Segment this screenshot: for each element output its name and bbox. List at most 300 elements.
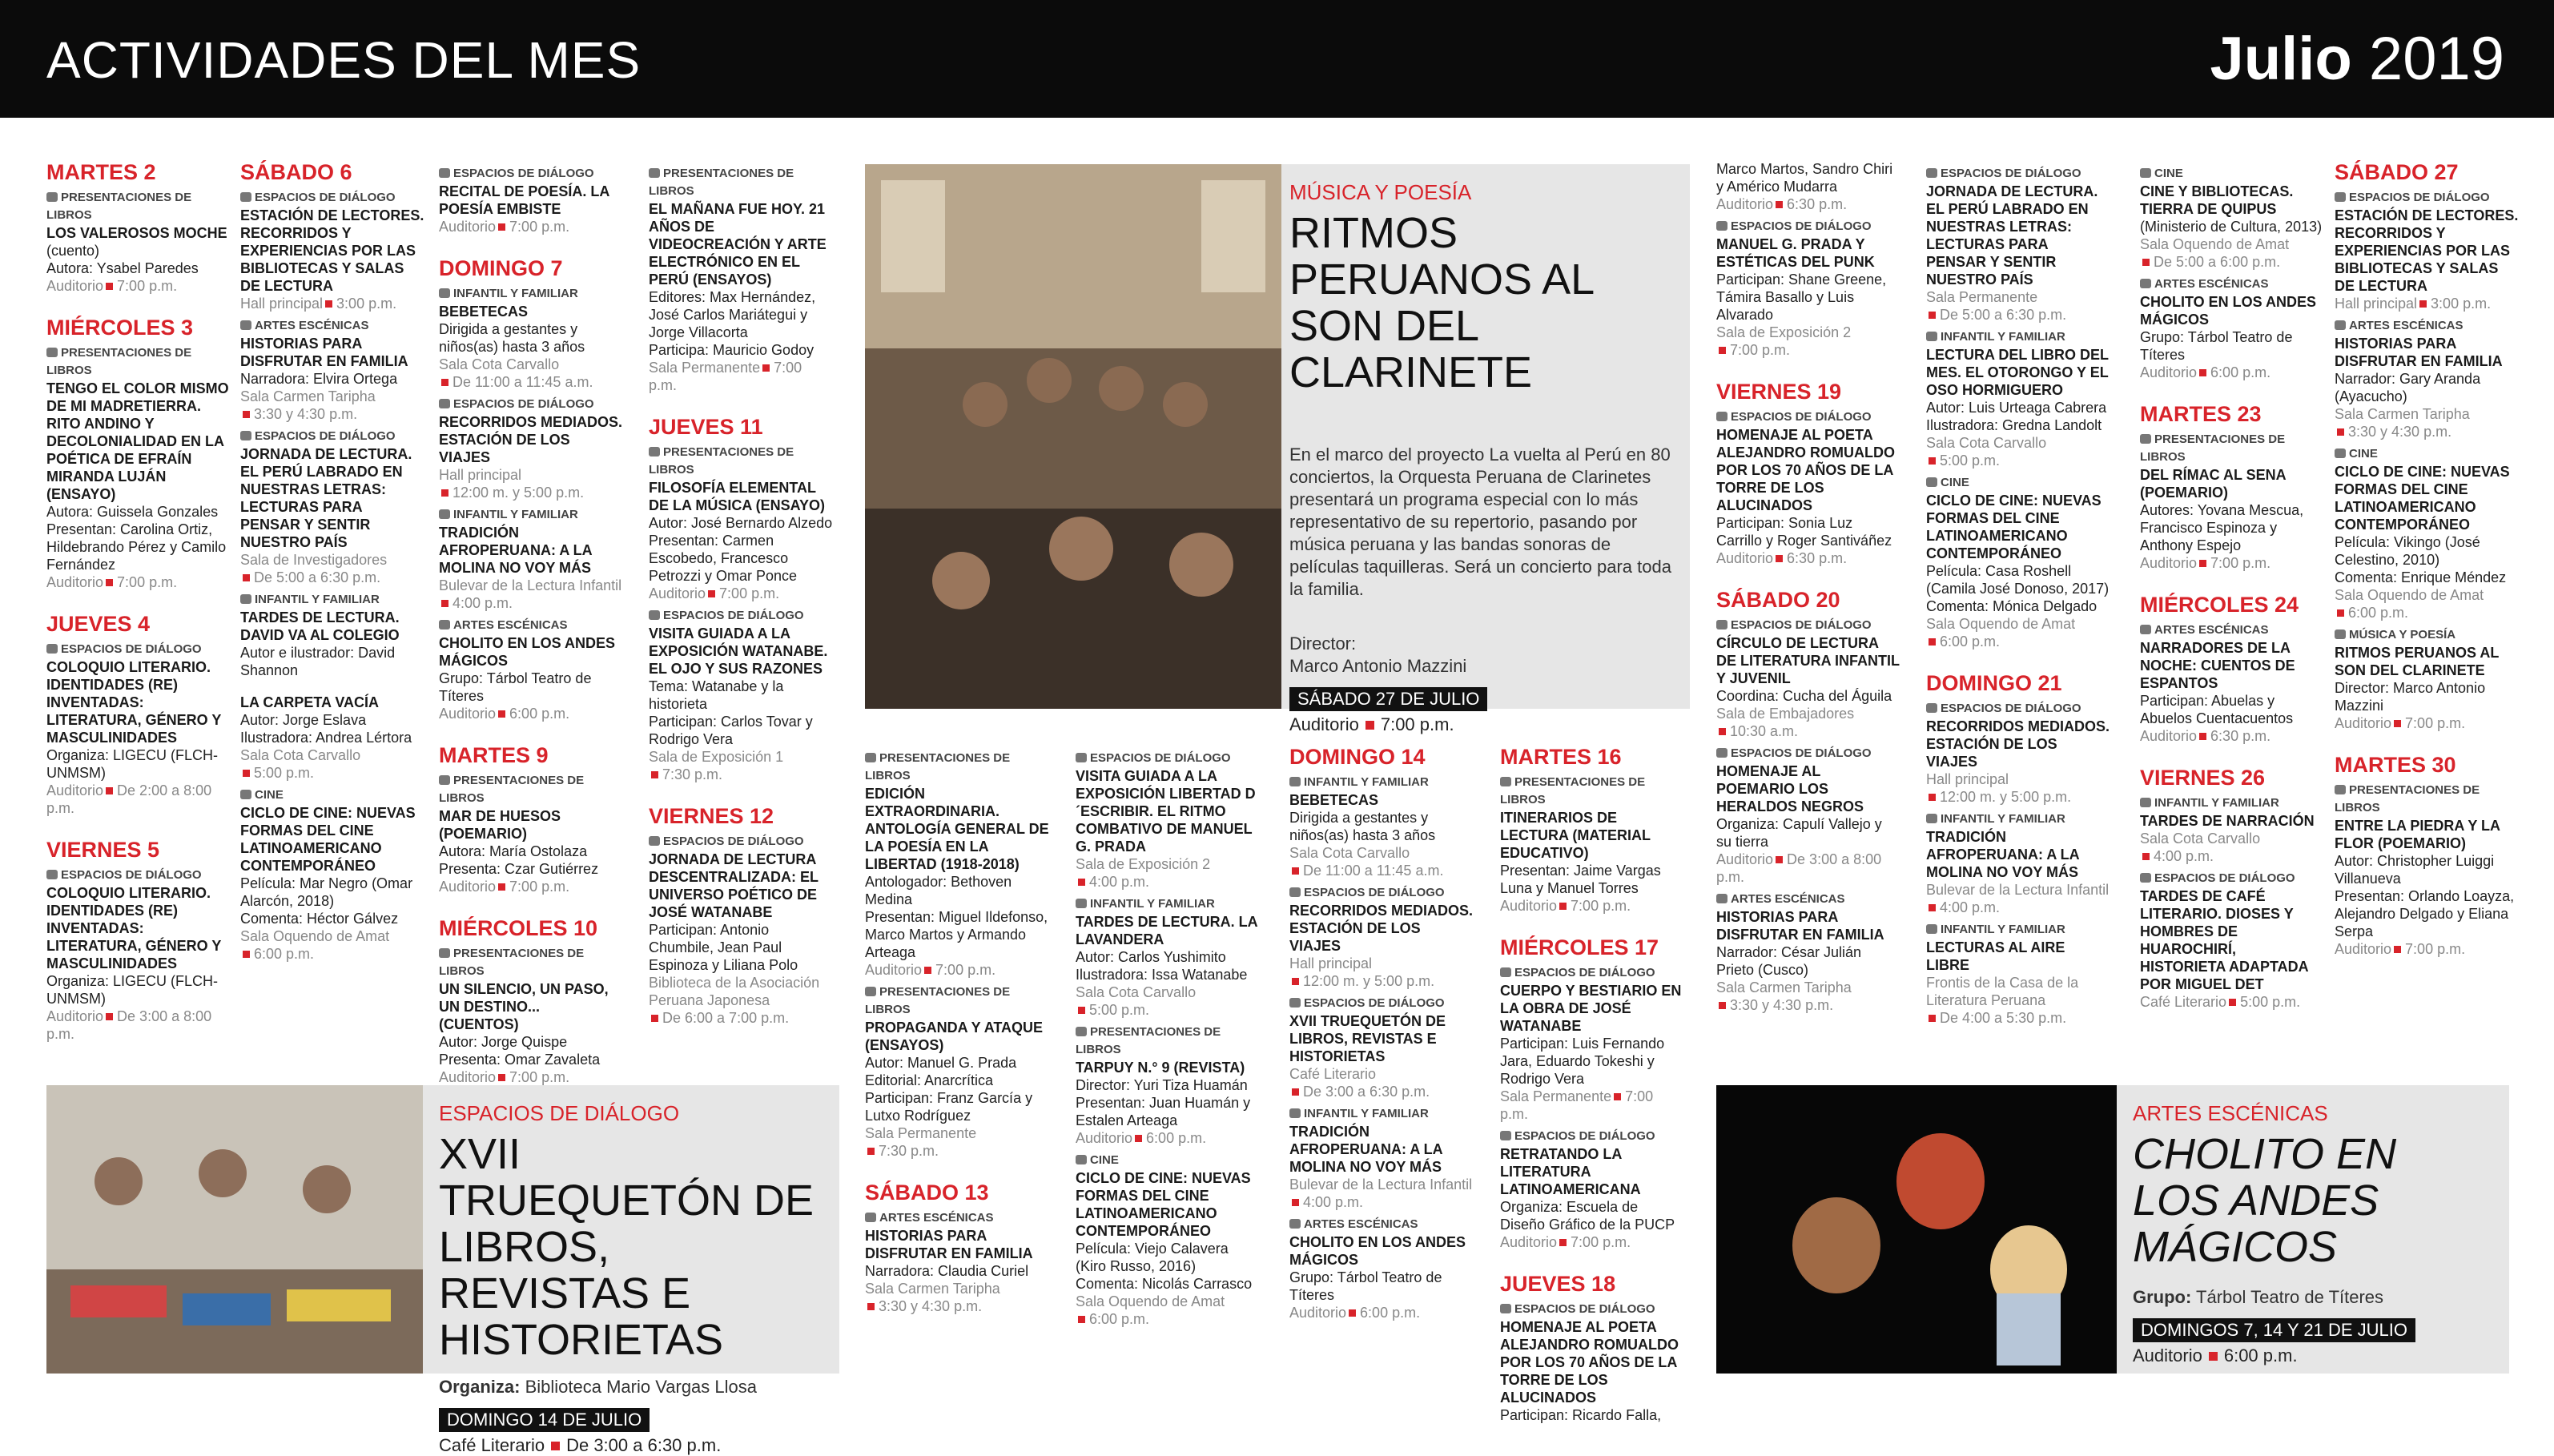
page-header <box>0 0 2554 118</box>
agenda-column-9 <box>1716 160 1900 1014</box>
month-label: Julio <box>2210 25 2352 93</box>
day-heading: DOMINGO 7 <box>439 256 563 280</box>
feature-clarinete-date: SÁBADO 27 DE JULIO <box>1289 687 1487 711</box>
event-detail: Película: Viejo Calavera (Kiro Russo, 2016) <box>1076 1241 1229 1274</box>
feature-clarinete-tag: MÚSICA Y POESÍA <box>1289 180 1472 204</box>
event-place: Hall principal <box>439 467 522 483</box>
event-time: 7:00 p.m. <box>509 879 570 895</box>
category-text: PRESENTACIONES DE LIBROS <box>439 947 585 978</box>
time-marker-icon <box>106 787 113 794</box>
category-label <box>2335 626 2519 644</box>
event-place-time <box>1716 722 1900 740</box>
event-place-time <box>1289 1176 1474 1193</box>
event-detail: Autora: María Ostolaza <box>439 843 588 859</box>
event-place: Hall principal <box>1926 771 2009 787</box>
event-place-time <box>2335 405 2519 423</box>
feature-truequeton <box>46 1085 839 1455</box>
category-icon <box>1926 332 1937 341</box>
event-place-time <box>1076 1310 1260 1328</box>
event-place-time <box>439 577 623 594</box>
category-text: INFANTIL Y FAMILIAR <box>1941 330 2065 344</box>
book-fair-photo <box>46 1085 423 1374</box>
time-marker-icon <box>2394 720 2401 727</box>
event-title: CÍRCULO DE LECTURA DE LITERATURA INFANTIL Y JUVENIL <box>1716 635 1900 686</box>
category-icon <box>240 790 251 799</box>
event-place: Sala Permanente <box>649 360 761 376</box>
category-text: ARTES ESCÉNICAS <box>879 1211 994 1225</box>
event-detail: Participan: Franz García y Lutxo Rodríguez <box>865 1090 1033 1124</box>
category-label <box>1076 750 1260 767</box>
time-marker-icon <box>325 300 332 308</box>
category-icon <box>2335 320 2346 330</box>
event-time: 3:00 p.m. <box>2431 296 2492 312</box>
category-label <box>1076 895 1260 913</box>
category-label <box>240 428 424 445</box>
page-title: ACTIVIDADES DEL MES <box>46 31 642 89</box>
category-icon <box>439 509 450 519</box>
day-heading: VIERNES 12 <box>649 804 774 828</box>
time-marker-icon <box>1292 1088 1299 1096</box>
category-label <box>865 750 1049 785</box>
feature-cholito-text <box>2133 1101 2493 1366</box>
event-detail: Participan: Sonia Luz Carrillo y Roger Santiváñez <box>1716 515 1892 549</box>
event-detail: Participa: Mauricio Godoy <box>649 342 814 358</box>
category-icon <box>649 836 660 846</box>
time-marker-icon <box>1559 903 1567 910</box>
event-title: CINE Y BIBLIOTECAS. TIERRA DE QUIPUS <box>2140 183 2294 217</box>
event-title: BEBETECAS <box>1289 792 1379 808</box>
day-heading: MIÉRCOLES 10 <box>439 916 598 940</box>
event-detail: Narrador: Gary Aranda (Ayacucho) <box>2335 371 2481 404</box>
time-marker-icon <box>2337 428 2344 436</box>
category-icon <box>240 431 251 440</box>
category-icon <box>439 775 450 785</box>
time-marker-icon <box>498 1074 505 1081</box>
category-text: ARTES ESCÉNICAS <box>1304 1217 1418 1231</box>
category-icon <box>2335 629 2346 639</box>
event-time: De 6:00 a 7:00 p.m. <box>662 1010 790 1026</box>
event-time: 6:00 p.m. <box>1146 1130 1207 1146</box>
time-marker-icon <box>1776 201 1783 208</box>
event-detail: (cuento) <box>46 243 100 259</box>
event-time: 6:00 p.m. <box>2348 605 2409 621</box>
feature-clarinete-director: Marco Antonio Mazzini <box>1289 656 1467 676</box>
event-detail: Participan: Luis Fernando Jara, Eduardo Tokeshi y Rodrigo Vera <box>1500 1036 1665 1087</box>
event-place-time <box>1716 979 1900 996</box>
event-time: 7:00 p.m. <box>719 585 780 601</box>
day-heading: MARTES 9 <box>439 743 549 767</box>
agenda-column-11 <box>2140 160 2324 1011</box>
event-title: LECTURAS AL AIRE LIBRE <box>1926 939 2065 973</box>
event-place-time <box>1076 983 1260 1001</box>
event-place-time <box>1926 899 2110 916</box>
day-heading: VIERNES 19 <box>1716 380 1842 404</box>
time-marker-icon <box>1292 867 1299 875</box>
event-detail: Editorial: Anarcrítica <box>865 1072 994 1088</box>
event-title: JORNADA DE LECTURA. EL PERÚ LABRADO EN NUESTRAS LETRAS: LECTURAS PARA PENSAR Y SENTIR NUESTRO PAÍS <box>1926 183 2098 288</box>
category-label <box>46 641 231 658</box>
event-place-time <box>439 1068 623 1086</box>
time-marker-icon <box>867 1303 875 1310</box>
category-label <box>240 189 424 207</box>
category-label <box>1500 1301 1684 1318</box>
feature-cholito-tag: ARTES ESCÉNICAS <box>2133 1101 2328 1125</box>
category-label <box>439 285 623 303</box>
event-time: 5:00 p.m. <box>1940 452 2001 469</box>
event-place-time <box>2335 586 2519 604</box>
category-text: ESPACIOS DE DIÁLOGO <box>1514 1302 1655 1316</box>
event-place: Sala Permanente <box>1500 1088 1612 1104</box>
category-text: ESPACIOS DE DIÁLOGO <box>663 609 804 622</box>
event-time: 6:00 p.m. <box>1360 1305 1421 1321</box>
event-place-time <box>1289 844 1474 862</box>
category-text: INFANTIL Y FAMILIAR <box>1941 923 2065 936</box>
category-text: PRESENTACIONES DE LIBROS <box>439 774 585 805</box>
time-marker-icon <box>651 1015 658 1022</box>
feature-truequeton-date: DOMINGO 14 DE JULIO <box>439 1408 650 1432</box>
category-text: CINE <box>2349 447 2378 461</box>
time-marker-icon <box>1929 312 1936 319</box>
event-place-time <box>1289 862 1474 879</box>
category-label <box>2140 276 2324 293</box>
event-place-time <box>1926 974 2110 1009</box>
event-place: Hall principal <box>1289 955 1373 971</box>
category-label <box>2335 445 2519 463</box>
time-marker-icon <box>1078 1316 1085 1323</box>
event-place-time <box>649 974 833 1009</box>
event-time: 7:00 p.m. <box>1730 342 1791 358</box>
category-label <box>46 189 231 224</box>
category-text: ESPACIOS DE DIÁLOGO <box>1731 618 1872 632</box>
puppets-photo <box>1716 1085 2117 1374</box>
category-label <box>240 786 424 804</box>
event-place-time <box>1076 1293 1260 1310</box>
event-title: ESTACIÓN DE LECTORES. RECORRIDOS Y EXPERIENCIAS POR LAS BIBLIOTECAS Y SALAS DE LECTURA <box>240 207 424 294</box>
event-place: Sala de Exposición 2 <box>1716 324 1852 340</box>
category-icon <box>1926 477 1937 487</box>
event-title: CICLO DE CINE: NUEVAS FORMAS DEL CINE LATINOAMERICANO CONTEMPORÁNEO <box>2335 464 2510 533</box>
event-time: 7:00 p.m. <box>935 962 996 978</box>
event-detail: Ilustradora: Gredna Landolt <box>1926 417 2102 433</box>
category-text: PRESENTACIONES DE LIBROS <box>1076 1025 1221 1056</box>
event-detail: Participan: Ricardo Falla, <box>1500 1407 1662 1423</box>
event-place-time <box>1926 452 2110 469</box>
category-text: ESPACIOS DE DIÁLOGO <box>1090 751 1231 765</box>
agenda-column-7 <box>1289 745 1474 1321</box>
event-title: RITMOS PERUANOS AL SON DEL CLARINETE <box>2335 645 2500 678</box>
event-place: Auditorio <box>439 1069 497 1085</box>
event-place: Sala Oquendo de Amat <box>1076 1293 1225 1309</box>
time-marker-icon <box>1929 457 1936 465</box>
category-icon <box>1500 777 1511 786</box>
event-time: 7:00 p.m. <box>1571 1234 1631 1250</box>
event-place: Auditorio <box>46 574 104 590</box>
event-place: Bulevar de la Lectura Infantil <box>1926 882 2110 898</box>
category-icon <box>1716 894 1727 903</box>
category-label <box>1716 218 1900 235</box>
event-place: Sala Permanente <box>1926 289 2038 305</box>
event-detail: Organiza: Escuela de Diseño Gráfico de la PUCP <box>1500 1199 1675 1233</box>
event-title: CUERPO Y BESTIARIO EN LA OBRA DE JOSÉ WATANABE <box>1500 983 1682 1034</box>
day-heading: MIÉRCOLES 17 <box>1500 935 1659 959</box>
agenda-column-12 <box>2335 160 2519 958</box>
event-place: Frontis de la Casa de la Literatura Peruana <box>1926 975 2079 1008</box>
time-marker-icon <box>441 600 448 607</box>
category-label <box>1926 700 2110 718</box>
category-icon <box>2140 625 2151 634</box>
event-title: TENGO EL COLOR MISMO DE MI MADRETIERRA. RITO ANDINO Y DECOLONIALIDAD EN LA POÉTICA DE EFRAÍN MIRANDA LUJÁN (ENSAYO) <box>46 380 229 502</box>
time-marker-icon <box>1719 347 1726 354</box>
day-heading: DOMINGO 14 <box>1289 745 1426 769</box>
time-marker-icon <box>1559 1239 1567 1246</box>
category-icon <box>1926 168 1937 178</box>
time-marker-icon <box>1078 1007 1085 1014</box>
event-time: 7:00 p.m. <box>509 219 570 235</box>
event-detail: Autor: Jorge Eslava <box>240 712 367 728</box>
event-place-time <box>1926 306 2110 324</box>
category-text: INFANTIL Y FAMILIAR <box>1090 897 1215 911</box>
time-marker-icon <box>2419 300 2427 308</box>
event-detail: Comenta: Enrique Méndez <box>2335 569 2507 585</box>
event-time: 7:00 p.m. <box>1500 1088 1654 1122</box>
event-place: Sala Cota Carvallo <box>1289 845 1410 861</box>
event-place-time <box>1289 1083 1474 1100</box>
event-place-time <box>1076 855 1260 873</box>
event-place: Sala Cota Carvallo <box>439 356 560 372</box>
event-place: Auditorio <box>46 1008 104 1024</box>
category-icon <box>240 192 251 202</box>
time-marker-icon <box>2337 609 2344 617</box>
spacer <box>240 679 424 694</box>
event-place: Sala Oquendo de Amat <box>1926 616 2076 632</box>
event-title: TRADICIÓN AFROPERUANA: A LA MOLINA NO VOY MÁS <box>1926 829 2079 880</box>
event-place-time <box>649 585 833 602</box>
event-time: 7:30 p.m. <box>879 1143 939 1159</box>
category-text: ESPACIOS DE DIÁLOGO <box>61 868 202 882</box>
category-text: INFANTIL Y FAMILIAR <box>1941 812 2065 826</box>
time-marker-icon <box>498 883 505 891</box>
category-text: ESPACIOS DE DIÁLOGO <box>1731 219 1872 233</box>
event-place-time <box>1716 705 1900 722</box>
category-label <box>439 945 623 980</box>
event-place-time <box>2335 604 2519 621</box>
feature-clarinete-place: Auditorio 7:00 p.m. <box>1289 714 1454 734</box>
event-place: Auditorio <box>439 706 497 722</box>
category-label <box>2335 189 2519 207</box>
event-detail: Autora: Guissela Gonzales <box>46 504 219 520</box>
category-icon <box>865 1213 876 1222</box>
day-heading: VIERNES 5 <box>46 838 160 862</box>
category-text: PRESENTACIONES DE LIBROS <box>1500 775 1646 806</box>
event-place-time <box>1716 341 1900 359</box>
event-place: Sala Cota Carvallo <box>1076 984 1197 1000</box>
category-icon <box>2335 192 2346 202</box>
category-text: ESPACIOS DE DIÁLOGO <box>1304 996 1445 1010</box>
event-place-time <box>865 1142 1049 1160</box>
event-place-time <box>46 573 231 591</box>
category-text: ESPACIOS DE DIÁLOGO <box>2154 871 2295 885</box>
event-time: 6:30 p.m. <box>1787 550 1848 566</box>
event-title: CHOLITO EN LOS ANDES MÁGICOS <box>1289 1234 1466 1268</box>
day-heading: MIÉRCOLES 24 <box>2140 593 2299 617</box>
event-place-time <box>1716 549 1900 567</box>
event-title: CICLO DE CINE: NUEVAS FORMAS DEL CINE LATINOAMERICANO CONTEMPORÁNEO <box>240 805 416 874</box>
category-icon <box>1716 412 1727 421</box>
event-place: Hall principal <box>240 296 324 312</box>
event-title: RETRATANDO LA LITERATURA LATINOAMERICANA <box>1500 1146 1641 1197</box>
event-title: VISITA GUIADA A LA EXPOSICIÓN WATANABE. EL OJO Y SUS RAZONES <box>649 625 828 677</box>
event-place: Auditorio <box>865 962 923 978</box>
event-title: LOS VALEROSOS MOCHE <box>46 225 227 241</box>
event-place: Sala Oquendo de Amat <box>2335 587 2484 603</box>
event-place-time <box>1716 851 1900 886</box>
agenda-column-8 <box>1500 745 1684 1424</box>
category-label <box>649 444 833 479</box>
category-icon <box>1500 967 1511 977</box>
day-heading: JUEVES 4 <box>46 612 151 636</box>
event-place: Sala de Exposición 2 <box>1076 856 1211 872</box>
agenda-column-10 <box>1926 160 2110 1027</box>
event-detail: Grupo: Tárbol Teatro de Títeres <box>1289 1269 1442 1303</box>
category-text: ARTES ESCÉNICAS <box>2154 277 2269 291</box>
event-place: Auditorio <box>649 585 706 601</box>
event-place: Auditorio <box>2335 715 2392 731</box>
event-place: Auditorio <box>2140 555 2198 571</box>
feature-truequeton-title: XVII TRUEQUETÓN DE LIBROS, REVISTAS E HISTORIETAS <box>439 1130 814 1364</box>
category-icon <box>1289 1108 1301 1118</box>
event-place-time <box>2140 993 2324 1011</box>
event-place-time <box>1500 897 1684 915</box>
event-time: 4:00 p.m. <box>2154 848 2214 864</box>
event-time: 6:00 p.m. <box>509 706 570 722</box>
event-title: HISTORIAS PARA DISFRUTAR EN FAMILIA <box>240 336 408 369</box>
time-marker-icon <box>1719 1002 1726 1009</box>
category-text: INFANTIL Y FAMILIAR <box>1304 1107 1429 1120</box>
category-text: PRESENTACIONES DE LIBROS <box>46 191 192 222</box>
category-icon <box>1076 753 1087 762</box>
category-text: ARTES ESCÉNICAS <box>255 319 369 332</box>
event-place: Auditorio <box>2140 364 2198 380</box>
category-label <box>1716 617 1900 634</box>
category-label <box>1500 774 1684 809</box>
category-icon <box>439 168 450 178</box>
event-place-time <box>2140 830 2324 847</box>
agenda-column-1 <box>46 160 231 1043</box>
category-text: ESPACIOS DE DIÁLOGO <box>1941 167 2081 180</box>
event-place-time <box>649 1009 833 1027</box>
event-detail: Autora: Ysabel Paredes <box>46 260 199 276</box>
event-time: 5:00 p.m. <box>1089 1002 1150 1018</box>
event-time: 3:30 y 4:30 p.m. <box>2348 424 2452 440</box>
event-place-time <box>439 594 623 612</box>
event-time: 7:00 p.m. <box>2405 715 2466 731</box>
category-label <box>2140 431 2324 466</box>
event-detail: Editores: Max Hernández, José Carlos Mariátegui y Jorge Villacorta <box>649 289 816 340</box>
day-heading: SÁBADO 6 <box>240 160 352 184</box>
event-title: RECITAL DE POESÍA. LA POESÍA EMBISTE <box>439 183 609 217</box>
event-detail: Antologador: Bethoven Medina <box>865 874 1012 907</box>
feature-clarinete-director-label: Director: <box>1289 633 1357 654</box>
event-detail: Narradora: Claudia Curiel <box>865 1263 1029 1279</box>
event-time: 10:30 a.m. <box>1730 723 1799 739</box>
day-heading: DOMINGO 21 <box>1926 671 2062 695</box>
event-detail: Participan: Shane Greene, Támira Basallo y Luis Alvarado <box>1716 271 1887 323</box>
category-label <box>1076 1152 1260 1169</box>
category-text: ESPACIOS DE DIÁLOGO <box>1731 410 1872 424</box>
event-place: Sala Oquendo de Amat <box>2140 236 2290 252</box>
event-place: Bulevar de la Lectura Infantil <box>1289 1176 1473 1193</box>
category-label <box>2140 621 2324 639</box>
event-place-time <box>2140 235 2324 253</box>
event-title: EL MAÑANA FUE HOY. 21 AÑOS DE VIDEOCREACIÓN Y ARTE ELECTRÓNICO EN EL PERÚ (ENSAYOS) <box>649 201 827 288</box>
category-text: ESPACIOS DE DIÁLOGO <box>1304 886 1445 899</box>
event-place-time <box>1289 1193 1474 1211</box>
event-detail: Director: Marco Antonio Mazzini <box>2335 680 2486 714</box>
event-place-time <box>1926 881 2110 899</box>
event-detail: Dirigida a gestantes y niños(as) hasta 3 años <box>439 321 585 355</box>
time-marker-icon <box>1776 856 1783 863</box>
event-time: 12:00 m. y 5:00 p.m. <box>1303 973 1435 989</box>
event-place-time <box>240 388 424 405</box>
category-text: ESPACIOS DE DIÁLOGO <box>453 397 594 411</box>
event-place-time <box>1076 873 1260 891</box>
category-icon <box>439 288 450 298</box>
category-label <box>1926 165 2110 183</box>
event-title: CICLO DE CINE: NUEVAS FORMAS DEL CINE LATINOAMERICANO CONTEMPORÁNEO <box>1926 493 2102 561</box>
category-icon <box>1289 887 1301 897</box>
category-label <box>439 617 623 634</box>
event-place-time <box>1926 633 2110 650</box>
category-text: INFANTIL Y FAMILIAR <box>255 593 380 606</box>
category-text: ESPACIOS DE DIÁLOGO <box>255 191 396 204</box>
category-text: ESPACIOS DE DIÁLOGO <box>1514 966 1655 979</box>
time-marker-icon <box>106 283 113 290</box>
category-icon <box>649 168 660 178</box>
event-detail: Presentan: Carmen Escobedo, Francesco Petrozzi y Omar Ponce <box>649 533 798 584</box>
event-place-time <box>1926 770 2110 788</box>
event-detail: Comenta: Mónica Delgado <box>1926 598 2097 614</box>
category-label <box>439 165 623 183</box>
event-time: 7:00 p.m. <box>2210 555 2271 571</box>
time-marker-icon <box>498 710 505 718</box>
day-heading: JUEVES 11 <box>649 415 763 439</box>
event-detail: Película: Vikingo (José Celestino, 2010) <box>2335 534 2480 568</box>
time-marker-icon <box>243 411 250 418</box>
category-icon <box>2140 434 2151 444</box>
time-marker-icon <box>1929 904 1936 911</box>
time-marker-icon <box>441 379 448 386</box>
event-detail: Presentan: Miguel Ildefonso, Marco Martos y Armando Arteaga <box>865 909 1048 960</box>
feature-truequeton-place: Café Literario De 3:00 a 6:30 p.m. <box>439 1435 722 1455</box>
category-text: CINE <box>2154 167 2183 180</box>
category-text: CINE <box>255 788 284 802</box>
event-title: JORNADA DE LECTURA DESCENTRALIZADA: EL UNIVERSO POÉTICO DE JOSÉ WATANABE <box>649 851 818 920</box>
agenda-column-6 <box>1076 745 1260 1328</box>
time-marker-icon <box>243 951 250 958</box>
category-icon <box>1289 998 1301 1008</box>
category-text: ARTES ESCÉNICAS <box>1731 892 1845 906</box>
feature-clarinete <box>865 164 1690 734</box>
category-text: MÚSICA Y POESÍA <box>2349 628 2456 642</box>
event-place-time <box>1500 1233 1684 1251</box>
time-marker-icon <box>2229 999 2236 1006</box>
event-time: 6:00 p.m. <box>1940 633 2001 650</box>
event-place-time <box>1289 955 1474 972</box>
event-time: 3:30 y 4:30 p.m. <box>1730 997 1834 1013</box>
event-place-time <box>240 927 424 945</box>
category-text: ESPACIOS DE DIÁLOGO <box>453 167 594 180</box>
event-title: CHOLITO EN LOS ANDES MÁGICOS <box>439 635 616 669</box>
